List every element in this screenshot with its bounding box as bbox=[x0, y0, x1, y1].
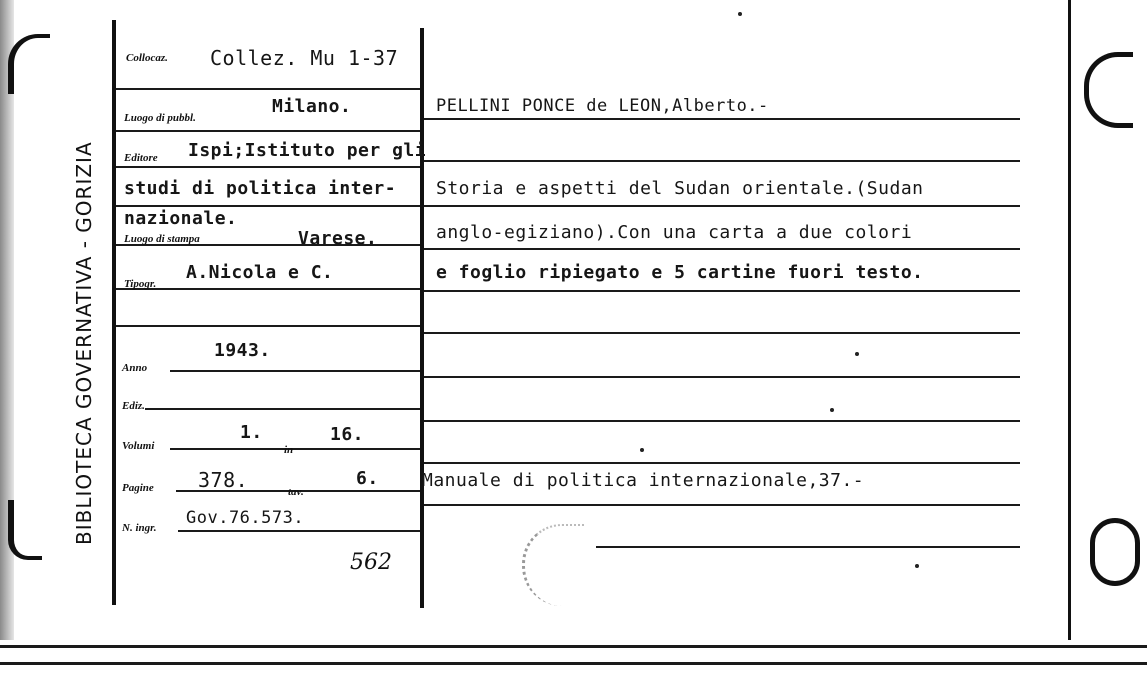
rule-left-12 bbox=[178, 530, 420, 532]
value-anno: 1943. bbox=[214, 340, 271, 361]
value-luogo-stampa: Varese. bbox=[298, 228, 378, 249]
rule-left-1 bbox=[116, 88, 420, 90]
value-tipografo: A.Nicola e C. bbox=[186, 262, 334, 283]
card-bottom-edge bbox=[0, 645, 1147, 648]
rule-left-3 bbox=[116, 166, 420, 168]
rule-right-5 bbox=[424, 290, 1020, 292]
value-tavole: 6. bbox=[356, 468, 379, 489]
left-bracket-top bbox=[8, 34, 50, 94]
label-editore: Editore bbox=[124, 152, 158, 164]
center-column-rule bbox=[420, 28, 424, 608]
rule-left-8 bbox=[170, 370, 420, 372]
rule-right-6 bbox=[424, 332, 1020, 334]
left-column-rule bbox=[112, 20, 116, 605]
right-border-line bbox=[1068, 0, 1071, 640]
value-editore-1: Ispi;Istituto per gli bbox=[188, 140, 427, 161]
rule-right-9 bbox=[424, 462, 1020, 464]
rule-left-9 bbox=[145, 408, 420, 410]
rule-left-4 bbox=[116, 205, 420, 207]
stray-dot bbox=[915, 564, 919, 568]
value-luogo-pubbl: Milano. bbox=[272, 96, 352, 117]
label-n-ingr: N. ingr. bbox=[122, 522, 157, 534]
label-tipografo: Tipogr. bbox=[124, 278, 157, 290]
value-pagine: 378. bbox=[198, 468, 249, 492]
value-editore-2: studi di politica inter- bbox=[124, 178, 397, 199]
right-hole-bottom bbox=[1090, 518, 1140, 586]
stray-dot bbox=[738, 12, 742, 16]
left-bracket-bottom bbox=[8, 500, 42, 560]
label-in: in bbox=[284, 444, 294, 456]
value-volumi: 1. bbox=[240, 422, 263, 443]
stray-dot bbox=[640, 448, 644, 452]
value-editore-3: nazionale. bbox=[124, 208, 238, 229]
label-volumi: Volumi bbox=[122, 440, 155, 452]
label-anno: Anno bbox=[122, 362, 148, 374]
rule-left-10 bbox=[170, 448, 420, 450]
rule-right-7 bbox=[424, 376, 1020, 378]
stray-dot bbox=[830, 408, 834, 412]
rule-right-1 bbox=[424, 118, 1020, 120]
value-n-ingr: Gov.76.573. bbox=[186, 508, 305, 528]
value-collocazione: Collez. Mu 1-37 bbox=[210, 46, 399, 70]
series-note: Manuale di politica internazionale,37.- bbox=[422, 470, 865, 491]
rule-right-10 bbox=[424, 504, 1020, 506]
rule-left-2 bbox=[116, 130, 420, 132]
rule-right-11 bbox=[596, 546, 1020, 548]
label-tavole: tav. bbox=[288, 486, 304, 498]
handwritten-number: 562 bbox=[350, 550, 392, 575]
label-luogo-pubbl: Luogo di pubbl. bbox=[124, 112, 196, 124]
rule-right-2 bbox=[424, 160, 1020, 162]
title-line-3: e foglio ripiegato e 5 cartine fuori testo. bbox=[436, 262, 924, 283]
rule-left-7 bbox=[116, 325, 420, 327]
rule-right-3 bbox=[424, 205, 1020, 207]
stray-dot bbox=[855, 352, 859, 356]
title-line-2: anglo-egiziano).Con una carta a due colori bbox=[436, 222, 913, 243]
value-in: 16. bbox=[330, 424, 365, 445]
author-heading: PELLINI PONCE de LEON,Alberto.- bbox=[436, 96, 769, 116]
faint-stamp-mark bbox=[522, 524, 585, 606]
label-edizione: Ediz. bbox=[122, 400, 145, 412]
card-bottom-edge-2 bbox=[0, 662, 1147, 665]
label-collocazione: Collocaz. bbox=[126, 52, 168, 64]
library-name-vertical: BIBLIOTECA GOVERNATIVA - GORIZIA bbox=[72, 141, 96, 545]
label-pagine: Pagine bbox=[122, 482, 154, 494]
rule-right-8 bbox=[424, 420, 1020, 422]
rule-left-6 bbox=[116, 288, 420, 290]
title-line-1: Storia e aspetti del Sudan orientale.(Sudan bbox=[436, 178, 924, 199]
rule-right-4 bbox=[424, 248, 1020, 250]
right-hole-top bbox=[1084, 52, 1133, 128]
label-luogo-stampa: Luogo di stampa bbox=[124, 233, 200, 245]
